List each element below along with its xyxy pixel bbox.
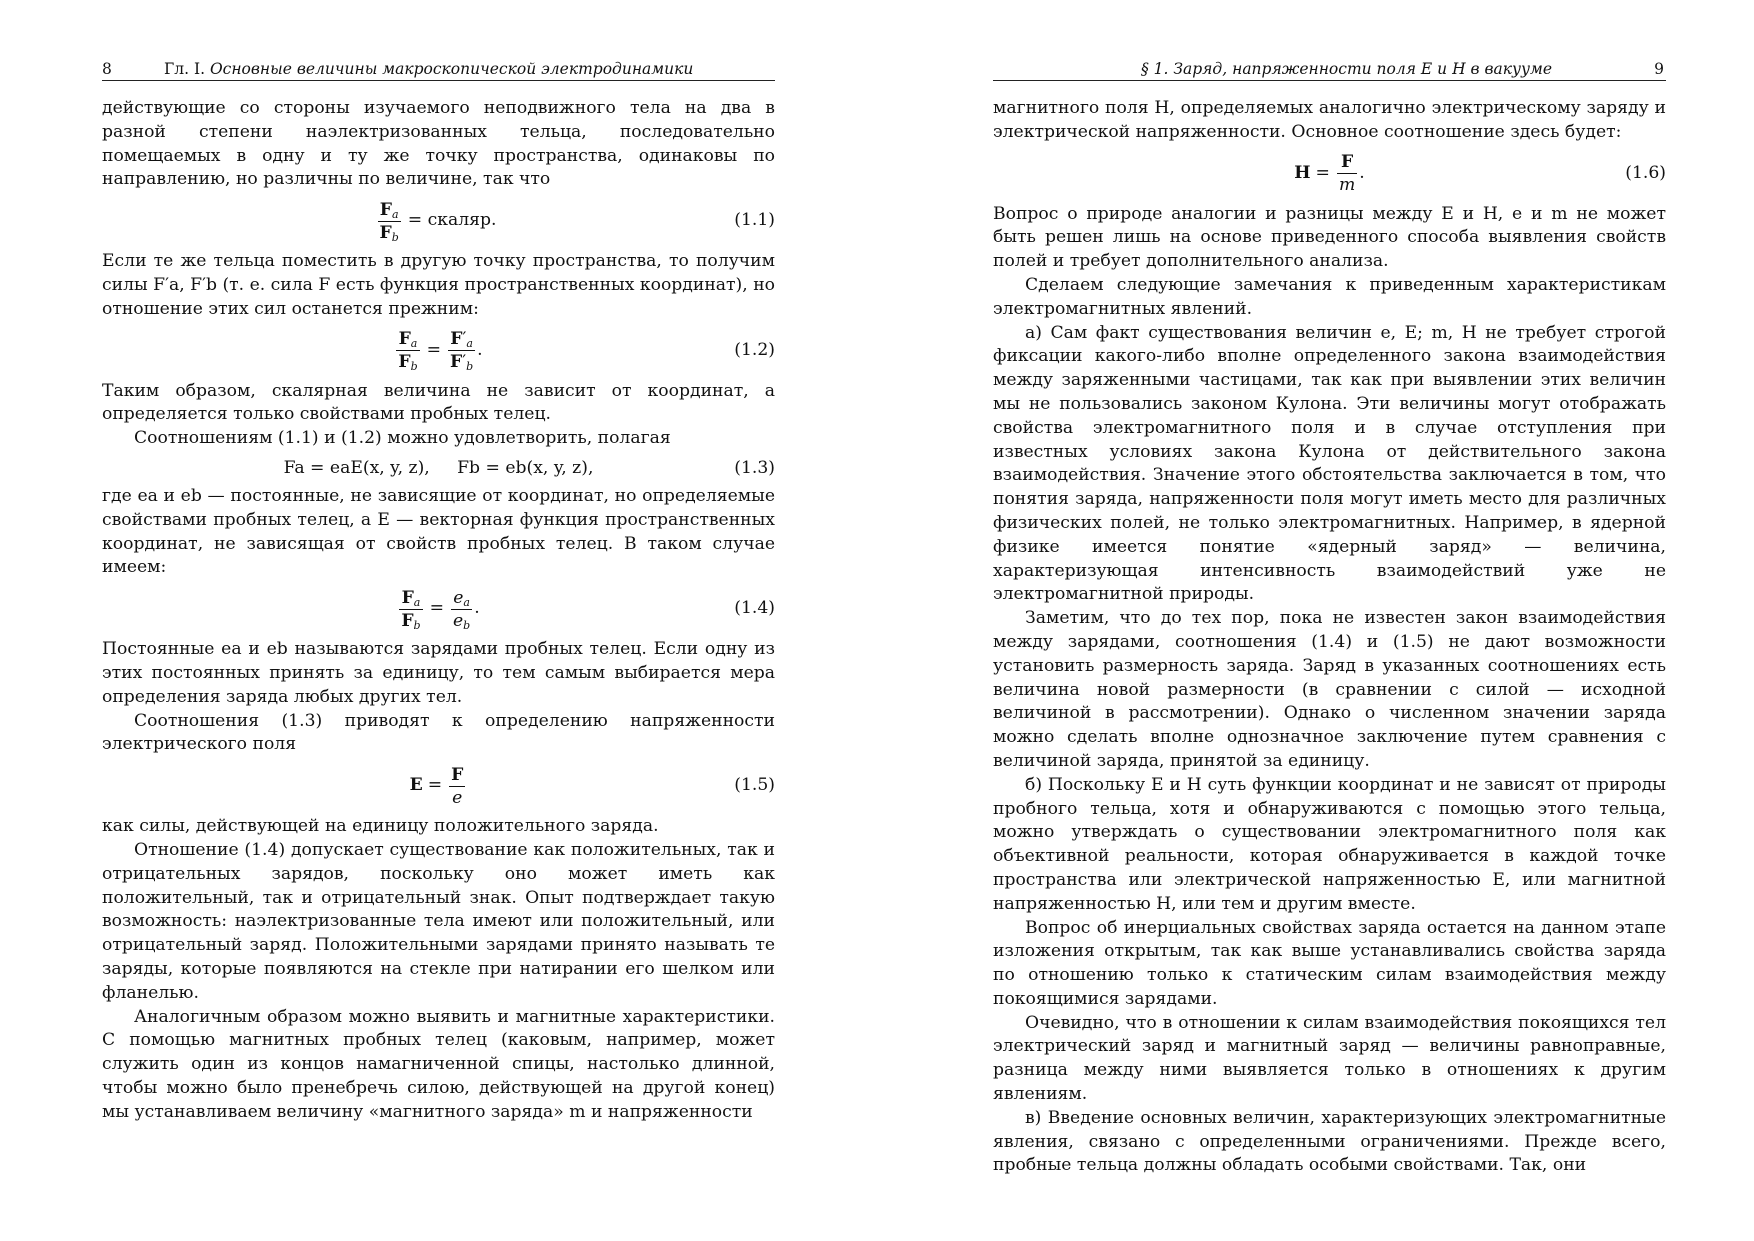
paragraph: как силы, действующей на единицу положительного заряда. xyxy=(102,816,659,837)
page-body xyxy=(993,81,1666,1178)
paragraph: Вопрос об инерциальных свойствах заряда остается на данном этапе изложения открытым, так как выше устанавливались свойства заряда по отношению только к статическим силам взаимодействия между покоящимися зарядами. xyxy=(993,917,1666,1009)
paragraph: Заметим, что до тех пор, пока не известен закон взаимодействия между зарядами, соотношения (1.4) и (1.5) не дают возможности установить размерность заряда. Заряд в указанных соотношениях есть величина новой размерности (в сравнении с силой — исходной величиной в рассмотрении). Однако о численном значении заряда можно сделать вполне однозначное заключение путем сравнения с величиной заряда, принятой за единицу. xyxy=(993,608,1666,771)
running-head xyxy=(993,58,1666,81)
paragraph: Отношение (1.4) допускает существование как положительных, так и отрицательных зарядов, поскольку оно может иметь как положительный, так и отрицательный знак. Опыт подтверждает такую возможность: наэлектризованные тела имеют или положительный, или отрицательный заряд. Положительными зарядами принято называть те заряды, которые появляются на стекле при натирании его шелком или фланелью. xyxy=(102,839,775,1003)
paragraph: Если те же тельца поместить в другую точку пространства, то получим силы F′a, F′b (т. е. сила F есть функция пространственных координат), но отношение этих сил останется прежним: xyxy=(102,251,775,319)
fraction: $\frac{F}{m}$ xyxy=(1338,152,1356,196)
paragraph: Постоянные ea и eb называются зарядами пробных телец. Если одну из этих постоянных принять за единицу, то тем самым выбирается мера определения заряда любых других тел. xyxy=(102,639,775,707)
paragraph: б) Поскольку E и H суть функции координат и не зависят от природы пробного тельца, хотя и обнаруживаются с помощью этого тельца, можно утверждать о существовании электромагнитного поля как объективной реальности, которая обнаруживается в каждой точке пространства или электрической напряженностью E, или магнитной напряженностью H, или тем и другим вместе. xyxy=(993,774,1666,914)
equation-number: (1.3) xyxy=(734,457,775,478)
running-head-title: § 1. Заряд, напряженности поля E и H в вакууме xyxy=(1140,60,1552,78)
equation-number: (1.4) xyxy=(734,598,775,619)
equation-number: (1.6) xyxy=(1625,162,1666,183)
paragraph: Очевидно, что в отношении к силам взаимодействия покоящихся тел электрический заряд и магнитный заряд — величины равноправные, разница между ними выявляется только в отношениях к другим явлениям. xyxy=(993,1012,1666,1105)
fraction: $\frac{F_a}{F_b}$ xyxy=(398,329,418,374)
page-body xyxy=(102,81,775,1125)
equation-1-1 xyxy=(102,192,775,250)
fraction: $\frac{F}{e}$ xyxy=(451,764,464,808)
page-number: 9 xyxy=(1654,60,1664,78)
paragraph: Сделаем следующие замечания к приведенным характеристикам электромагнитных явлений. xyxy=(993,274,1666,319)
equation-1-5: E = $\frac{F}{e}$ (1.5) xyxy=(409,764,775,808)
paragraph: Вопрос о природе аналогии и разницы между E и H, e и m не может быть решен лишь на основе приведенного способа выявления свойств полей и требует дополнительного анализа. xyxy=(993,203,1666,272)
paragraph: Таким образом, скалярная величина не зависит от координат, а определяется только свойствами пробных телец. xyxy=(102,380,775,425)
paragraph: магнитного поля H, определяемых аналогично электрическому заряду и электрической напряженности. Основное соотношение здесь будет: xyxy=(993,98,1666,142)
equation-1-6: H = $\frac{F}{m}$ . (1.6) xyxy=(1294,152,1666,196)
running-head-title: Гл. I. Основные величины макроскопической электродинамики xyxy=(164,60,694,78)
fraction: $\frac{F'_a}{F'_b}$ xyxy=(450,329,474,374)
equation-text: Fa = eaE(x, y, z), Fb = eb(x, y, z), xyxy=(283,457,594,478)
right-page xyxy=(993,58,1666,1178)
equation-1-2: $\frac{F_a}{F_b}$ = $\frac{F'_a}{F'_b}$ . (1.2) xyxy=(398,329,775,374)
equation-1-4: $\frac{F_a}{F_b}$ = $\frac{e_a}{e_b}$ . (1.4) xyxy=(401,587,775,632)
paragraph: где ea и eb — постоянные, не зависящие от координат, но определяемые свойствами пробных телец, а E — векторная функция пространственных координат, не зависящая от свойств пробных телец. В таком случае имеем: xyxy=(102,485,775,578)
page-number: 8 xyxy=(102,60,112,78)
paragraph: в) Введение основных величин, характеризующих электромагнитные явления, связано с определенными ограничениями. Прежде всего, пробные тельца должны обладать особыми свойствами. Так, они xyxy=(993,1107,1666,1176)
paragraph: а) Сам факт существования величин e, E; m, H не требует строгой фиксации какого-либо вполне определенного закона взаимодействия между заряженными частицами, так как при выявлении этих величин мы не пользовались законом Кулона. Эти величины могут отображать свойства электромагнитного поля и в случае отступления при известных условиях закона Кулона от действительного закона взаимодействия. Значение этого обстоятельства заключается в том, что понятия заряда, напряженности поля могут иметь место для различных физических полей, не только электромагнитных. Например, в ядерной физике имеется понятие «ядерный заряд» — величина, характеризующая интенсивность взаимодействий уже не электромагнитной природы. xyxy=(993,322,1666,605)
paragraph: Соотношениям (1.1) и (1.2) можно удовлетворить, полагая xyxy=(134,428,671,449)
equation-number: (1.1) xyxy=(734,210,775,231)
equation-1-3 xyxy=(102,451,775,485)
paragraph: Соотношения (1.3) приводят к определению напряженности электрического поля xyxy=(102,710,775,755)
equation-number: (1.2) xyxy=(734,339,775,360)
equation-rhs: = скаляр. xyxy=(407,210,497,231)
paragraph: Аналогичным образом можно выявить и магнитные характеристики. С помощью магнитных пробных телец (каковым, например, может служить один из концов намагниченной спицы, настолько длинной, чтобы можно было пренебречь силою, действующей на другой конец) мы устанавливаем величину «магнитного заряда» m и напряженности xyxy=(102,1006,775,1122)
fraction: $\frac{F_a}{F_b}$ xyxy=(379,199,399,244)
paragraph: действующие со стороны изучаемого неподвижного тела на два в разной степени наэлектризованных тельца, последовательно помещаемых в одну и ту же точку пространства, одинаковы по направлению, но различны по величине, так что xyxy=(102,98,775,190)
running-head xyxy=(102,58,775,81)
equation-number: (1.5) xyxy=(734,775,775,796)
fraction: $\frac{e_a}{e_b}$ xyxy=(452,587,471,632)
fraction: $\frac{F_a}{F_b}$ xyxy=(401,587,421,632)
left-page xyxy=(102,58,775,1125)
